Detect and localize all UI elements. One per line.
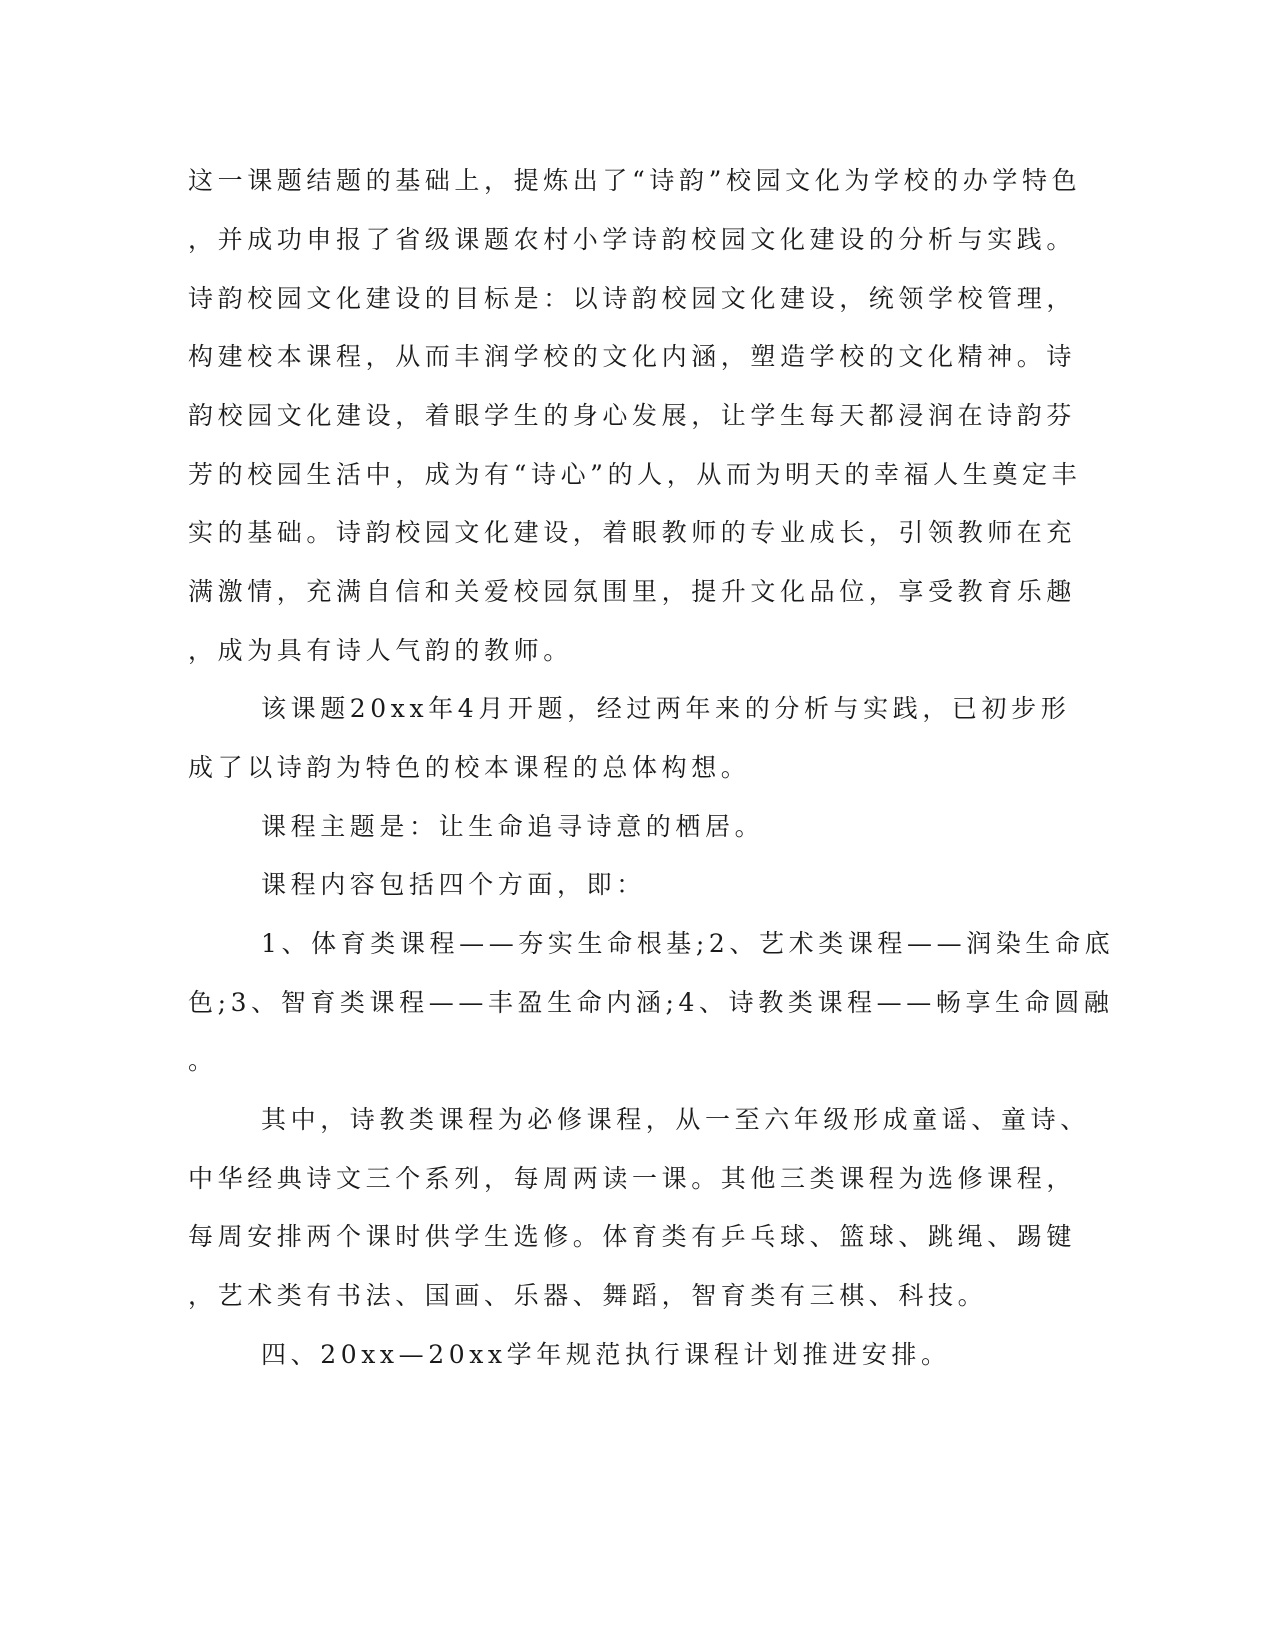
- text-line-10: 该课题20xx年4月开题，经过两年来的分析与实践，已初步形: [261, 694, 1071, 723]
- text-line-11: 成了以诗韵为特色的校本课程的总体构想。: [188, 753, 751, 782]
- text-line-16: 。: [188, 1046, 218, 1075]
- text-line-21: 四、20xx—20xx学年规范执行课程计划推进安排。: [261, 1340, 951, 1369]
- text-line-18: 中华经典诗文三个系列，每周两读一课。其他三类课程为选修课程，: [188, 1164, 1077, 1193]
- text-line-8: 满激情，充满自信和关爱校园氛围里，提升文化品位，享受教育乐趣: [188, 577, 1077, 606]
- text-line-7: 实的基础。诗韵校园文化建设，着眼教师的专业成长，引领教师在充: [188, 518, 1077, 547]
- text-line-19: 每周安排两个课时供学生选修。体育类有乒乓球、篮球、跳绳、踢键: [188, 1222, 1077, 1251]
- text-line-4: 构建校本课程，从而丰润学校的文化内涵，塑造学校的文化精神。诗: [188, 342, 1077, 371]
- text-line-14: 1、体育类课程——夯实生命根基;2、艺术类课程——润染生命底: [261, 929, 1115, 958]
- text-line-9: ，成为具有诗人气韵的教师。: [188, 636, 573, 665]
- text-line-1: 这一课题结题的基础上，提炼出了“诗韵”校园文化为学校的办学特色: [188, 166, 1082, 195]
- text-line-6: 芳的校园生活中，成为有“诗心”的人，从而为明天的幸福人生奠定丰: [188, 460, 1082, 489]
- text-line-3: 诗韵校园文化建设的目标是：以诗韵校园文化建设，统领学校管理，: [188, 284, 1077, 313]
- text-line-17: 其中，诗教类课程为必修课程，从一至六年级形成童谣、童诗、: [261, 1105, 1090, 1134]
- text-line-13: 课程内容包括四个方面，即：: [261, 870, 646, 899]
- text-line-5: 韵校园文化建设，着眼学生的身心发展，让学生每天都浸润在诗韵芬: [188, 401, 1077, 430]
- text-line-15: 色;3、智育类课程——丰盈生命内涵;4、诗教类课程——畅享生命圆融: [188, 988, 1114, 1017]
- text-line-12: 课程主题是：让生命追寻诗意的栖居。: [261, 812, 765, 841]
- text-line-20: ，艺术类有书法、国画、乐器、舞蹈，智育类有三棋、科技。: [188, 1281, 988, 1310]
- text-line-2: ，并成功申报了省级课题农村小学诗韵校园文化建设的分析与实践。: [188, 225, 1077, 254]
